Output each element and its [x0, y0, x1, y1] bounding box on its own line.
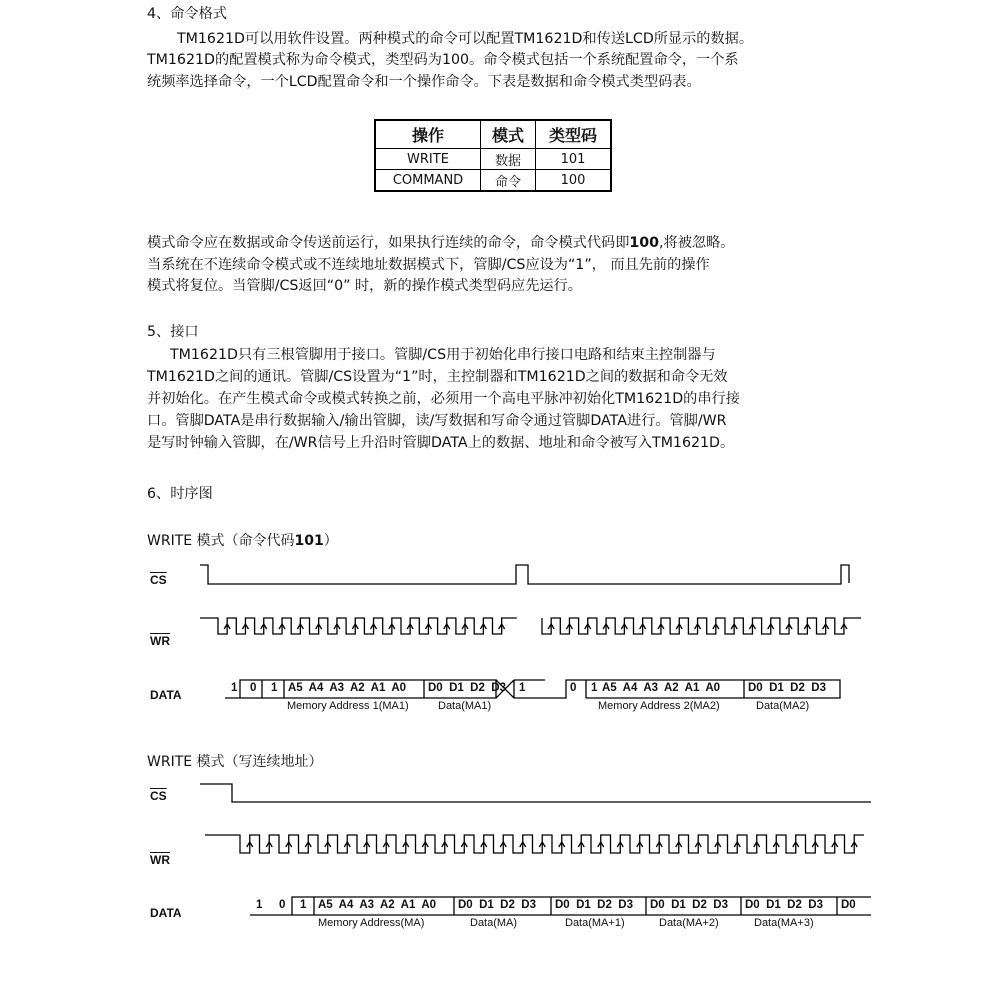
cs-waveform	[200, 565, 849, 584]
memory-address-label: Memory Address 1(MA1)	[287, 700, 409, 712]
table-cell: 命令	[481, 170, 536, 192]
table-header: 模式	[481, 120, 536, 149]
clock-line	[542, 618, 861, 634]
data-signal-label: DATA	[150, 906, 182, 920]
section5-line2: TM1621D之间的通讯。管脚/CS设置为“1”时，主控制器和TM1621D之间的数据和命令无效	[147, 369, 728, 385]
data-bit: 1	[271, 682, 278, 694]
data-label: Data(MA2)	[756, 700, 810, 712]
data-bit: 0	[279, 899, 286, 911]
data-bit: 1	[591, 682, 598, 694]
section5-line3: 并初始化。在产生模式命令或模式转换之前，必须用一个高电平脉冲初始化TM1621D的串行接	[147, 391, 740, 407]
data-bit: 1	[231, 682, 238, 694]
wr-waveform	[205, 835, 864, 853]
table-header: 操作	[375, 120, 481, 149]
data-bits: D0 D1 D2 D3	[555, 899, 633, 911]
cs-signal-label: $\overline{CS}$	[150, 789, 167, 803]
section4-after-line2: 当系统在不连续命令模式或不连续地址数据模式下，管脚/CS应设为“1”， 而且先前的操作	[147, 257, 710, 273]
section6-heading: 6、时序图	[147, 486, 213, 502]
data-bit: 1	[256, 899, 263, 911]
section5-heading: 5、接口	[147, 324, 199, 340]
cs-waveform	[200, 784, 871, 802]
data-label: Data(MA+1)	[565, 917, 625, 929]
text-span: ）	[323, 533, 338, 549]
section4-heading: 4、命令格式	[147, 6, 227, 22]
data-bits: D0 D1 D2 D3	[748, 682, 826, 694]
command-code-bold: 100	[629, 235, 660, 251]
section5-line5: 是写时钟输入管脚，在/WR信号上升沿时管脚DATA上的数据、地址和命令被写入TM1621D。	[147, 435, 735, 451]
table-cell: 100	[536, 170, 612, 192]
data-bit: 1	[300, 899, 307, 911]
text-span: WRITE 模式（命令代码	[147, 533, 295, 549]
table-header: 类型码	[536, 120, 612, 149]
address-bits: A5 A4 A3 A2 A1 A0	[318, 899, 437, 911]
diagram2-caption: WRITE 模式（写连续地址）	[147, 754, 323, 770]
wr-signal-label: $\overline{WR}$	[150, 634, 170, 648]
memory-address-label: Memory Address 2(MA2)	[598, 700, 720, 712]
data-label: Data(MA1)	[438, 700, 492, 712]
data-signal-label: DATA	[150, 688, 182, 702]
data-label: Data(MA+3)	[754, 917, 814, 929]
clock-line	[200, 618, 517, 634]
section5-line4: 口。管脚DATA是串行数据输入/输出管脚，读/写数据和写命令通过管脚DATA进行。管脚/WR	[147, 413, 727, 429]
data-label: Data(MA+2)	[659, 917, 719, 929]
text-span: 模式命令应在数据或命令传送前运行，如果执行连续的命令，命令模式代码即	[147, 235, 630, 251]
section4-para-line1: TM1621D可以用软件设置。两种模式的命令可以配置TM1621D和传送LCD所显示的数据。	[177, 31, 754, 47]
wr-waveform	[200, 618, 861, 634]
cs-signal-label: $\overline{CS}$	[150, 573, 167, 587]
data-bits: D0 D1 D2 D3	[745, 899, 823, 911]
table-cell: COMMAND	[375, 170, 481, 192]
data-bit: 1	[519, 682, 526, 694]
table-cell: 数据	[481, 149, 536, 170]
section4-after-line3: 模式将复位。当管脚/CS返回“0” 时，新的操作模式类型码应先运行。	[147, 278, 582, 294]
address-bits: A5 A4 A3 A2 A1 A0	[602, 682, 721, 694]
section5-line1: TM1621D只有三根管脚用于接口。管脚/CS用于初始化串行接口电路和结束主控制器与	[170, 347, 716, 363]
table-cell: 101	[536, 149, 612, 170]
memory-address-label: Memory Address(MA)	[318, 917, 425, 929]
data-bits: D0 D1 D2 D3	[428, 682, 506, 694]
command-code-bold: 101	[294, 533, 324, 549]
text-span: ,将被忽略。	[659, 235, 735, 251]
wr-signal-label: $\overline{WR}$	[150, 853, 170, 867]
data-bit: 0	[250, 682, 257, 694]
data-bits: D0 D1 D2 D3	[650, 899, 728, 911]
section4-para-line3: 统频率选择命令，一个LCD配置命令和一个操作命令。下表是数据和命令模式类型码表。	[147, 74, 701, 90]
data-bits: D0	[841, 899, 856, 911]
section4-para-line2: TM1621D的配置模式称为命令模式，类型码为100。命令模式包括一个系统配置命令，一个系	[147, 52, 739, 68]
data-bit: 0	[570, 682, 577, 694]
data-bits: D0 D1 D2 D3	[458, 899, 536, 911]
table-cell: WRITE	[375, 149, 481, 170]
address-bits: A5 A4 A3 A2 A1 A0	[288, 682, 407, 694]
clock-line	[205, 835, 864, 853]
data-label: Data(MA)	[470, 917, 518, 929]
